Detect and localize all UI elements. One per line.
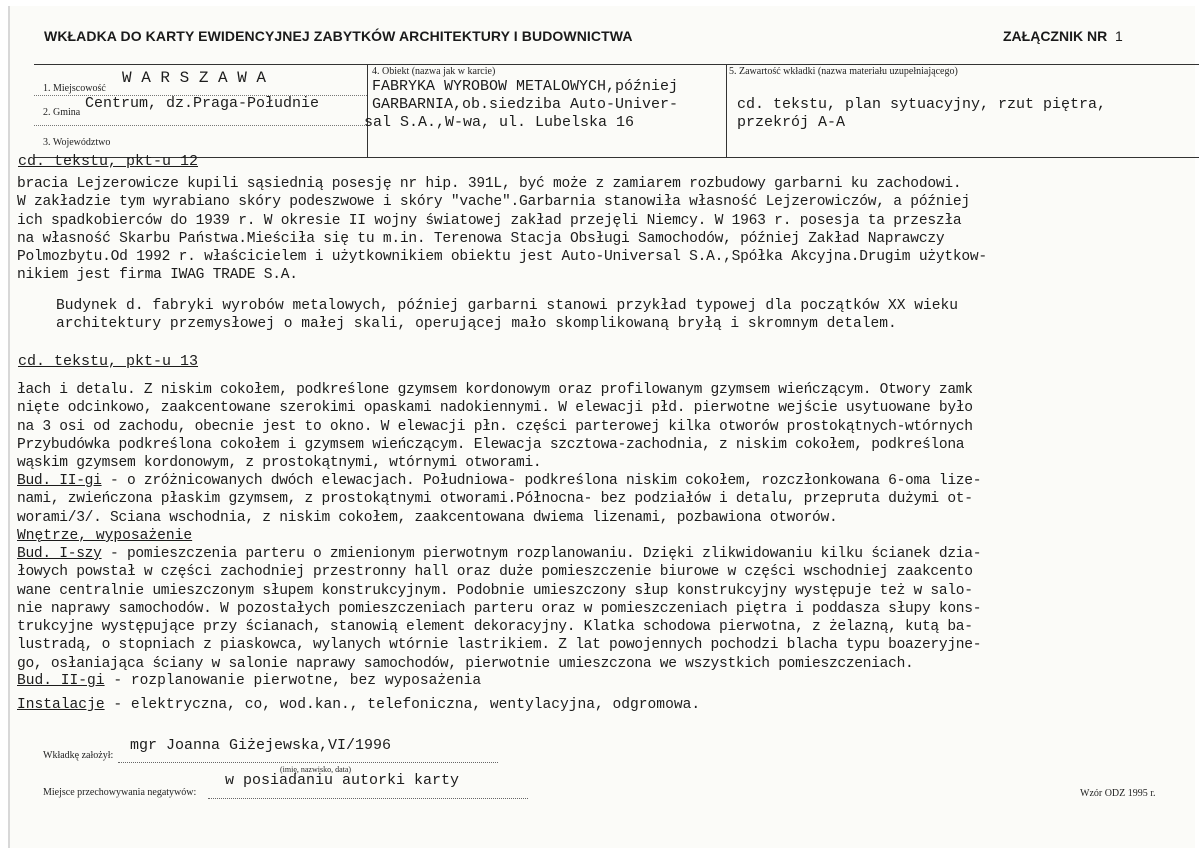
text-line: lustradą, o stopniach z piaskowca, wylanych wtórnie lastrikiem. Z lat powojennych pochodzi blacha typu boazeryjne- <box>17 637 982 654</box>
inventory-insert-card <box>8 6 1195 848</box>
gmina-label: 2. Gmina <box>43 107 81 118</box>
text-line: - o zróżnicowanych dwóch elewacjach. Południowa- podkreślona niskim cokołem, rozczłonkowana 6-oma lize- <box>101 473 982 489</box>
text-line: wane centralnie umieszczonym słupem konstrukcyjnym. Podobnie umieszczony słup konstrukcyjny występuje też w salo- <box>17 582 973 599</box>
text-line: trukcyjne występujące przy ścianach, stanowią element dekoracyjny. Klatka schodowa pierwotna, z żelazną, kutą ba- <box>17 619 973 636</box>
pkt12-paragraph-2 <box>56 297 958 334</box>
bud2b-text: - rozplanowanie pierwotne, bez wyposażenia <box>104 673 482 689</box>
text-line: wąskim gzymsem kordonowym, z prostokątnymi, wtórnymi otworami. <box>17 455 542 472</box>
text-line: Budynek d. fabryki wyrobów metalowych, później garbarni stanowi przykład typowej dla początków XX wieku <box>56 298 959 314</box>
negatives-dotted-line <box>208 798 528 799</box>
section-heading-pkt13: cd. tekstu, pkt-u 13 <box>18 353 199 370</box>
bud2-block <box>17 472 981 527</box>
bud1-block <box>17 545 981 673</box>
annex-number: 1 <box>1115 28 1123 44</box>
obiekt-label: 4. Obiekt (nazwa jak w karcie) <box>372 66 496 77</box>
section-heading-pkt12: cd. tekstu, pkt-u 12 <box>18 153 199 170</box>
instalacje-text: - elektryczna, co, wod.kan., telefoniczna, wentylacyjna, odgromowa. <box>104 697 701 713</box>
form-version: Wzór ODZ 1995 r. <box>1080 788 1156 799</box>
bud1-label: Bud. I-szy <box>17 546 102 562</box>
bud2b-line <box>17 672 481 690</box>
text-line: Przybudówka podkreślona cokołem i gzymsem wieńczącym. Elewacja szcztowa-zachodnia, z niskim cokołem, podkreślona <box>17 436 965 453</box>
pkt13-text <box>17 381 973 472</box>
text-line: łowych powstał w części zachodniej przestronny hall oraz duże pomieszczenie biurowe w części wschodniej zaakcento <box>17 564 973 581</box>
instalacje-label: Instalacje <box>17 697 105 713</box>
content-box <box>725 64 1199 158</box>
obiekt-line: sal S.A.,W-wa, ul. Lubelska 16 <box>364 114 635 131</box>
wnetrze-label: Wnętrze, wyposażenie <box>17 528 193 544</box>
text-line: bracia Lejzerowicze kupili sąsiednią posesję nr hip. 391L, być może z zamiarem rozbudowy garbarni ku zachodowi. <box>17 176 962 192</box>
zawartosc-line: cd. tekstu, plan sytuacyjny, rzut piętra, <box>737 96 1107 113</box>
miejscowosc-value: W A R S Z A W A <box>122 69 267 87</box>
text-line: ich spadkobierców do 1939 r. W okresie II wojny światowej zakład przejęli Niemcy. W 1963 r. posesja ta przeszła <box>17 212 962 229</box>
wojewodztwo-label: 3. Województwo <box>43 137 111 148</box>
author-dotted-line <box>118 762 498 763</box>
annex-label <box>1003 28 1123 44</box>
pkt12-text <box>17 175 987 285</box>
text-line: na własność Skarbu Państwa.Mieściła się tu m.in. Terenowa Stacja Obsługi Samochodów, później Zakład Naprawczy <box>17 230 945 247</box>
obiekt-line: FABRYKA WYROBOW METALOWYCH,później <box>372 78 679 95</box>
text-line: łach i detalu. Z niskim cokołem, podkreślone gzymsem kordonowym oraz profilowanym gzymsem wieńczącym. Otwory zamk <box>17 382 973 398</box>
wnetrze-heading <box>17 527 192 545</box>
text-line: Polmozbytu.Od 1992 r. właścicielem i użytkownikiem obiektu jest Auto-Universal S.A.,Spółka Akcyjna.Drugim użytkow- <box>17 249 987 266</box>
text-line: worami/3/. Sciana wschodnia, z niskim cokołem, zaakcentowana dwiema lizenami, pozbawiona otworów. <box>17 509 838 526</box>
obiekt-line: GARBARNIA,ob.siedziba Auto-Univer- <box>372 96 679 113</box>
location-box <box>34 64 367 158</box>
annex-text: ZAŁĄCZNIK NR <box>1003 28 1108 44</box>
wkladke-label: Wkładkę założył: <box>43 750 114 761</box>
text-line: na 3 osi od zachodu, obecnie jest to okno. W elewacji płn. części parterowej kilka otworów prostokątnych-wtórnych <box>17 418 973 435</box>
gmina-value: Centrum, dz.Praga-Południe <box>85 95 320 112</box>
text-line: nie naprawy samochodów. W pozostałych pomieszczeniach parteru oraz w pomieszczeniach piętra i poddasza słupy kons- <box>17 600 982 617</box>
form-title: WKŁADKA DO KARTY EWIDENCYJNEJ ZABYTKÓW ARCHITEKTURY I BUDOWNICTWA <box>44 28 633 44</box>
bud2b-label: Bud. II-gi <box>17 673 105 689</box>
text-line: - pomieszczenia parteru o zmienionym pierwotnym rozplanowaniu. Dzięki zlikwidowaniu kilku ścianek dzia- <box>101 546 982 562</box>
text-line: nikiem jest firma IWAG TRADE S.A. <box>17 267 298 284</box>
zawartosc-line: przekrój A-A <box>737 114 846 131</box>
object-box <box>364 64 727 158</box>
zawartosc-label: 5. Zawartość wkładki (nazwa materiału uzupełniającego) <box>729 66 958 77</box>
miejscowosc-label: 1. Miejscowość <box>43 83 106 94</box>
text-line: nięte odcinkowo, zaakcentowane szerokimi opaskami nadokiennymi. W elewacji płd. pierwotne wejście usytuowane było <box>17 400 973 417</box>
negatives-value: w posiadaniu autorki karty <box>225 772 460 789</box>
bud2-label: Bud. II-gi <box>17 473 102 489</box>
text-line: W zakładzie tym wyrabiano skóry podeszwowe i skóry "vache".Garbarnia stanowiła własność Lejzerowiczów, a później <box>17 194 970 211</box>
text-line: nami, zwieńczona płaskim gzymsem, z prostokątnymi otworami.Północna- bez podziałów i detalu, przepruta dużymi ot- <box>17 491 973 508</box>
negatives-label: Miejsce przechowywania negatywów: <box>43 787 197 798</box>
text-line: architektury przemysłowej o małej skali, operującej mało skomplikowaną bryłą i skromnym detalem. <box>56 316 897 333</box>
instalacje-line <box>17 696 700 714</box>
author-hint: (imię, nazwisko, data) <box>280 765 352 774</box>
author-value: mgr Joanna Giżejewska,VI/1996 <box>130 737 392 754</box>
text-line: go, osłaniająca ściany w salonie naprawy samochodów, pierwotnie umieszczona we wszystkich pomieszczeniach. <box>17 655 914 672</box>
